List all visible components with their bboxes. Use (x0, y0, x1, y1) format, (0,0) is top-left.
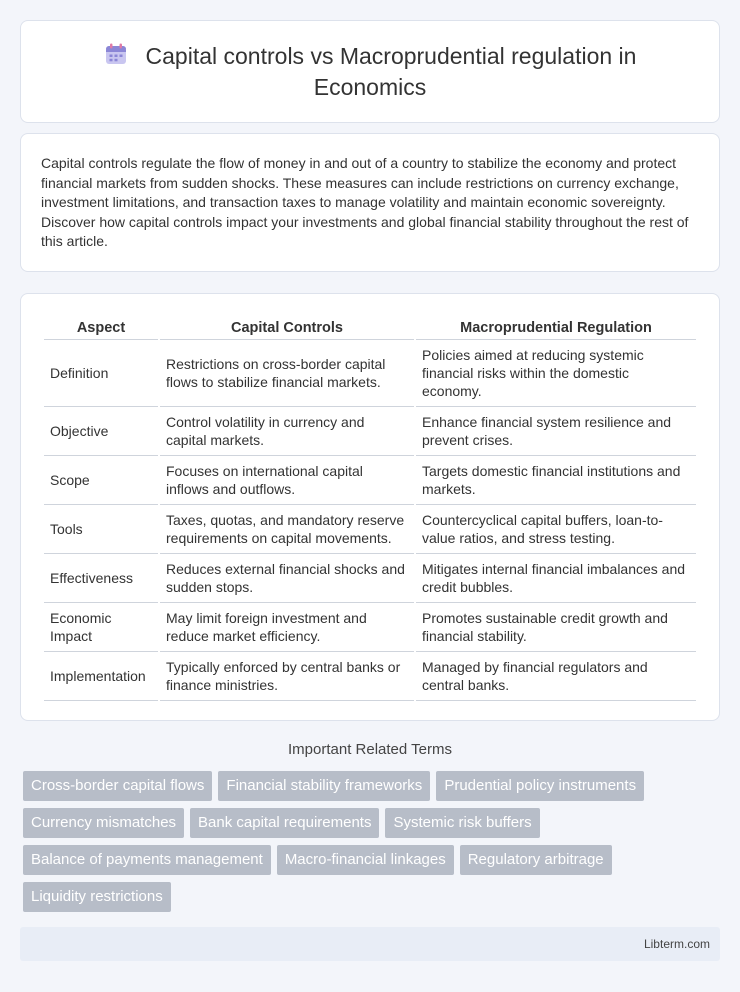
table-row (44, 554, 696, 603)
row-macroprudential: Enhance financial system resilience and prevent crises. (416, 407, 696, 456)
row-macroprudential: Mitigates internal financial imbalances and credit bubbles. (416, 554, 696, 603)
table-row (44, 407, 696, 456)
term-tag[interactable]: Prudential policy instruments (436, 771, 644, 801)
footer-brand-link[interactable]: Libterm.com (643, 937, 710, 951)
row-capital-controls: Typically enforced by central banks or finance ministries. (160, 652, 414, 701)
row-capital-controls: Control volatility in currency and capital markets. (160, 407, 414, 456)
term-tag[interactable]: Macro-financial linkages (277, 845, 454, 875)
comparison-card (20, 293, 720, 721)
row-aspect: Tools (44, 505, 158, 554)
intro-text: Capital controls regulate the flow of money in and out of a country to stabilize the economy and protect financial markets from sudden shocks. These measures can include restrictions on currency exchange, investment limitations, and transaction taxes to manage volatility and maintain economic sovereignty. Discover how capital controls impact your investments and global financial stability throughout the rest of this article. (41, 155, 689, 249)
header-aspect: Aspect (44, 314, 158, 340)
term-tag[interactable]: Liquidity restrictions (23, 882, 171, 912)
row-capital-controls: Reduces external financial shocks and sudden stops. (160, 554, 414, 603)
title-card (20, 20, 720, 123)
related-terms-list (20, 771, 720, 912)
table-row (44, 340, 696, 407)
related-terms-title: Important Related Terms (288, 741, 452, 758)
row-capital-controls: Restrictions on cross-border capital flows to stabilize financial markets. (160, 340, 414, 407)
term-tag[interactable]: Regulatory arbitrage (460, 845, 612, 875)
row-aspect: Scope (44, 456, 158, 505)
row-capital-controls: Taxes, quotas, and mandatory reserve requirements on capital movements. (160, 505, 414, 554)
term-tag[interactable]: Cross-border capital flows (23, 771, 212, 801)
footer (20, 927, 720, 961)
row-macroprudential: Promotes sustainable credit growth and financial stability. (416, 603, 696, 652)
table-header-row (44, 314, 696, 340)
row-macroprudential: Policies aimed at reducing systemic financial risks within the domestic economy. (416, 340, 696, 407)
table-row (44, 652, 696, 701)
row-capital-controls: May limit foreign investment and reduce market efficiency. (160, 603, 414, 652)
table-row (44, 505, 696, 554)
header-macroprudential: Macroprudential Regulation (416, 314, 696, 340)
term-tag[interactable]: Financial stability frameworks (218, 771, 430, 801)
row-aspect: Objective (44, 407, 158, 456)
comparison-table (42, 314, 698, 701)
page-title-wrap (61, 42, 679, 102)
row-aspect: Economic Impact (44, 603, 158, 652)
row-aspect: Effectiveness (44, 554, 158, 603)
term-tag[interactable]: Systemic risk buffers (385, 808, 539, 838)
header-capital-controls: Capital Controls (160, 314, 414, 340)
row-aspect: Definition (44, 340, 158, 407)
term-tag[interactable]: Bank capital requirements (190, 808, 379, 838)
intro-card (20, 133, 720, 272)
term-tag[interactable]: Balance of payments management (23, 845, 271, 875)
table-row (44, 603, 696, 652)
row-macroprudential: Targets domestic financial institutions and markets. (416, 456, 696, 505)
calendar-icon (104, 42, 128, 73)
row-macroprudential: Managed by financial regulators and central banks. (416, 652, 696, 701)
table-row (44, 456, 696, 505)
term-tag[interactable]: Currency mismatches (23, 808, 184, 838)
row-capital-controls: Focuses on international capital inflows and outflows. (160, 456, 414, 505)
page-title: Capital controls vs Macroprudential regulation in Economics (145, 42, 637, 100)
row-aspect: Implementation (44, 652, 158, 701)
row-macroprudential: Countercyclical capital buffers, loan-to-value ratios, and stress testing. (416, 505, 696, 554)
